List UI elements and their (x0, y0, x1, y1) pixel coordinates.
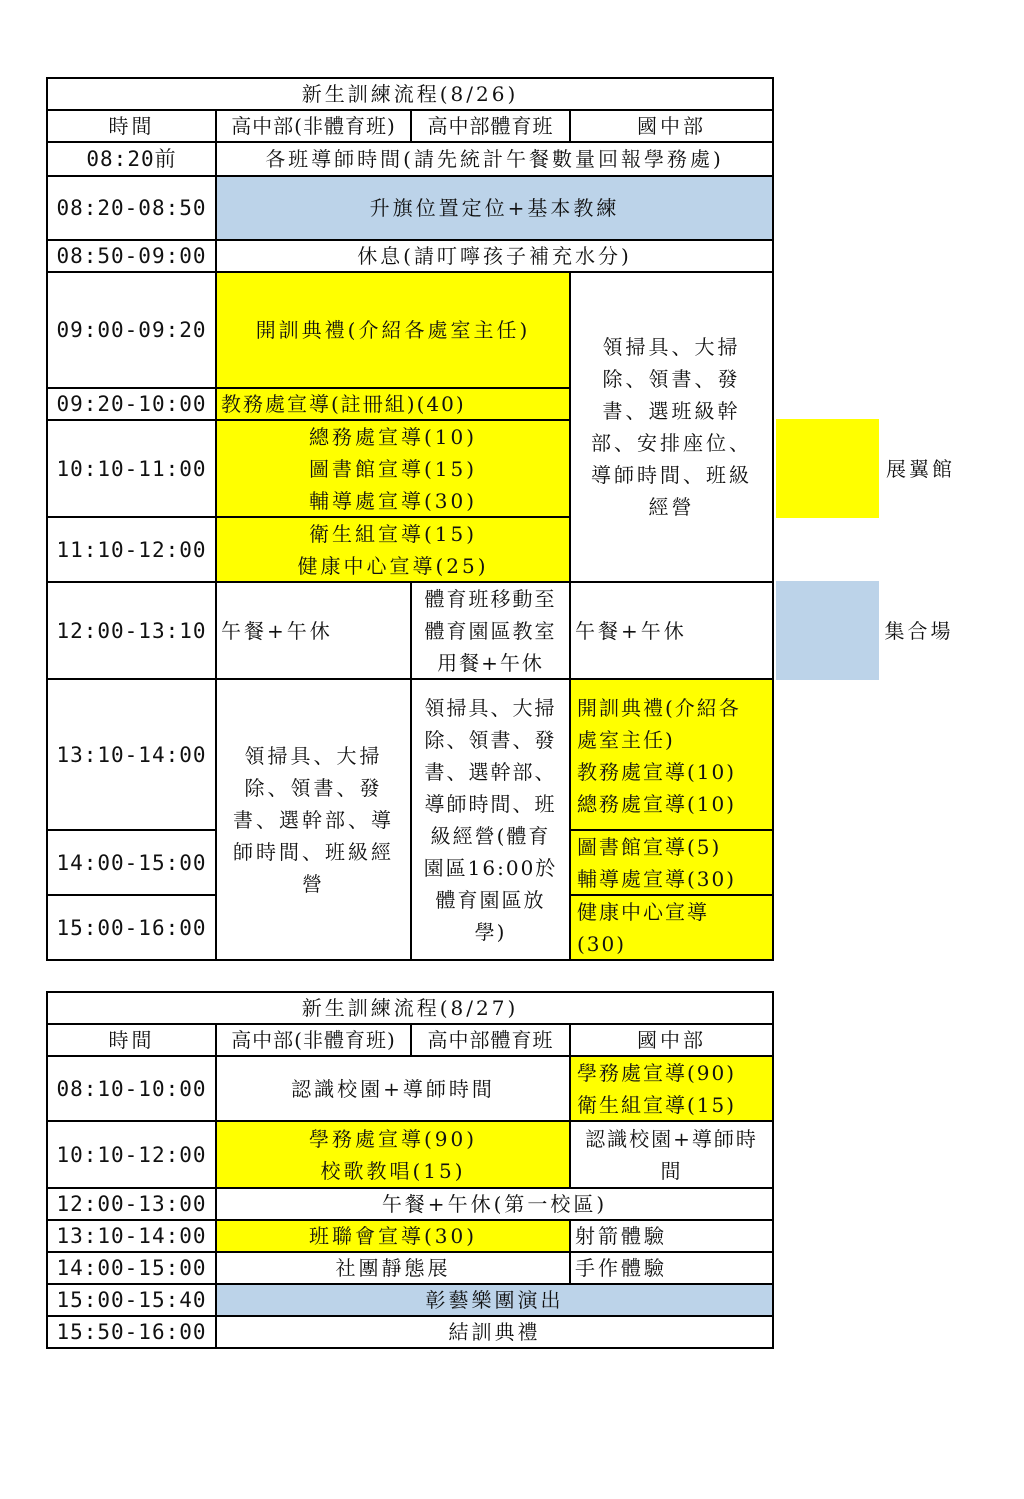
activity-cell: 手作體驗 (569, 1251, 774, 1285)
header-junior: 國中部 (569, 1023, 774, 1057)
activity-cell: 各班導師時間(請先統計午餐數量回報學務處) (215, 141, 774, 177)
activity-cell: 領掃具、大掃 除、領書、發 書、選幹部、導 師時間、班級經 營 (215, 678, 412, 961)
activity-cell: 開訓典禮(介紹各 處室主任) 教務處宣導(10) 總務處宣導(10) (569, 678, 774, 831)
activity-cell: 升旗位置定位+基本教練 (215, 175, 774, 241)
time-cell: 08:10-10:00 (46, 1055, 217, 1122)
time-cell: 12:00-13:10 (46, 581, 217, 680)
time-cell: 09:20-10:00 (46, 387, 217, 421)
time-cell: 11:10-12:00 (46, 516, 217, 583)
time-cell: 13:10-14:00 (46, 1219, 217, 1253)
time-cell: 10:10-12:00 (46, 1120, 217, 1189)
header-junior: 國中部 (569, 109, 774, 143)
header-hs-regular: 高中部(非體育班) (215, 109, 412, 143)
activity-cell: 認識校園+導師時間 (215, 1055, 571, 1122)
activity-cell: 彰藝樂團演出 (215, 1283, 774, 1317)
time-cell: 10:10-11:00 (46, 419, 217, 518)
activity-cell: 健康中心宣導 (30) (569, 894, 774, 961)
time-cell: 13:10-14:00 (46, 678, 217, 831)
header-hs-sports: 高中部體育班 (410, 1023, 571, 1057)
activity-cell: 圖書館宣導(5) 輔導處宣導(30) (569, 829, 774, 896)
time-cell: 15:00-15:40 (46, 1283, 217, 1317)
exhibition-hall-marker (776, 419, 879, 518)
activity-cell: 午餐+午休(第一校區) (215, 1187, 774, 1221)
activity-cell: 午餐+午休 (215, 581, 412, 680)
time-cell: 15:50-16:00 (46, 1315, 217, 1349)
header-time: 時間 (46, 1023, 217, 1057)
activity-cell: 射箭體驗 (569, 1219, 774, 1253)
activity-cell: 體育班移動至 體育園區教室 用餐+午休 (410, 581, 571, 680)
activity-cell: 學務處宣導(90) 校歌教唱(15) (215, 1120, 571, 1189)
header-hs-sports: 高中部體育班 (410, 109, 571, 143)
activity-cell: 休息(請叮嚀孩子補充水分) (215, 239, 774, 273)
activity-cell: 認識校園+導師時 間 (569, 1120, 774, 1189)
activity-cell: 社團靜態展 (215, 1251, 571, 1285)
table-title: 新生訓練流程(8/27) (46, 991, 774, 1025)
time-cell: 08:50-09:00 (46, 239, 217, 273)
time-cell: 12:00-13:00 (46, 1187, 217, 1221)
header-hs-regular: 高中部(非體育班) (215, 1023, 412, 1057)
assembly-ground-marker (776, 581, 879, 680)
time-cell: 14:00-15:00 (46, 829, 217, 896)
time-cell: 15:00-16:00 (46, 894, 217, 961)
activity-cell: 衛生組宣導(15) 健康中心宣導(25) (215, 516, 571, 583)
activity-cell: 結訓典禮 (215, 1315, 774, 1349)
table-title: 新生訓練流程(8/26) (46, 77, 774, 111)
activity-cell: 領掃具、大掃 除、領書、發 書、選幹部、 導師時間、班 級經營(體育 園區16:00於 體育園區放 學) (410, 678, 571, 961)
time-cell: 08:20前 (46, 141, 217, 177)
junior-morning-cell: 領掃具、大掃 除、領書、發 書、選班級幹 部、安排座位、 導師時間、班級 經營 (569, 271, 774, 583)
activity-cell: 學務處宣導(90) 衛生組宣導(15) (569, 1055, 774, 1122)
time-cell: 09:00-09:20 (46, 271, 217, 389)
activity-cell: 班聯會宣導(30) (215, 1219, 571, 1253)
activity-cell: 總務處宣導(10) 圖書館宣導(15) 輔導處宣導(30) (215, 419, 571, 518)
activity-cell: 開訓典禮(介紹各處室主任) (215, 271, 571, 389)
exhibition-hall-label: 展翼館 (886, 457, 955, 481)
activity-cell: 午餐+午休 (569, 581, 774, 680)
activity-cell: 教務處宣導(註冊組)(40) (215, 387, 571, 421)
time-cell: 14:00-15:00 (46, 1251, 217, 1285)
time-cell: 08:20-08:50 (46, 175, 217, 241)
assembly-ground-label: 集合場 (884, 619, 954, 643)
header-time: 時間 (46, 109, 217, 143)
